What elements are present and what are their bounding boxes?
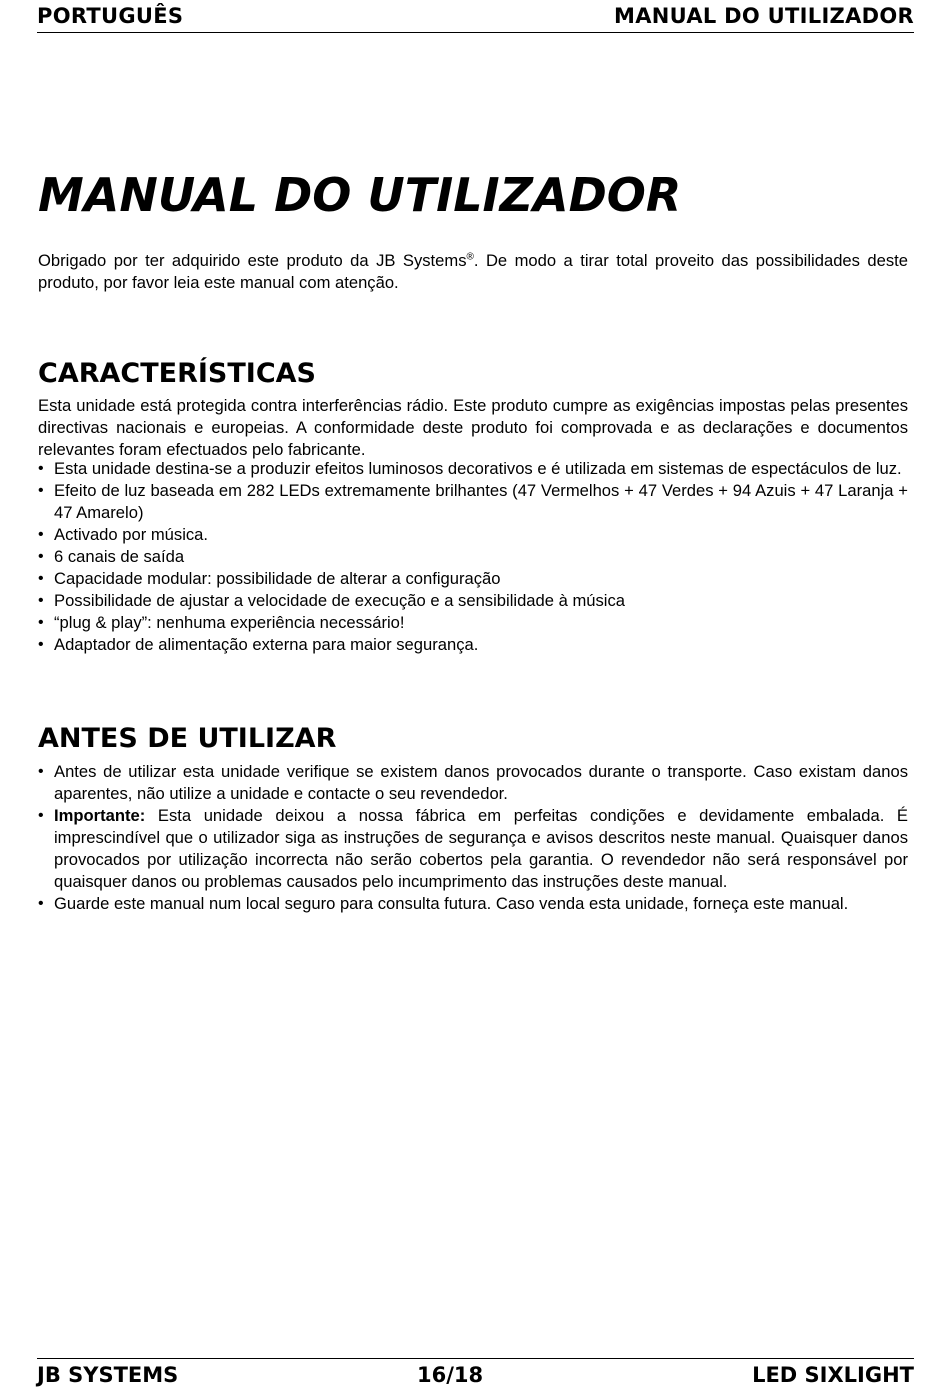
list-item: • Capacidade modular: possibilidade de alterar a configuração [38, 568, 908, 590]
important-label: Importante: [54, 806, 146, 825]
list-item: • Adaptador de alimentação externa para maior segurança. [38, 634, 908, 656]
list-item: • “plug & play”: nenhuma experiência necessário! [38, 612, 908, 634]
list-item: • Possibilidade de ajustar a velocidade de execução e a sensibilidade à música [38, 590, 908, 612]
intro-text-end: . De modo a tirar total proveito das possibilidades deste produto, por favor leia este manual com atenção. [38, 251, 908, 292]
intro-paragraph [38, 250, 908, 294]
registered-mark: ® [466, 251, 474, 263]
page-header [37, 4, 914, 33]
list-item: • 6 canais de saída [38, 546, 908, 568]
footer-brand: JB SYSTEMS [37, 1363, 179, 1387]
list-item: • Guarde este manual num local seguro para consulta futura. Caso venda esta unidade, forneça este manual. [38, 893, 908, 915]
footer-product: LED SIXLIGHT [752, 1363, 914, 1387]
list-item: • Efeito de luz baseada em 282 LEDs extremamente brilhantes (47 Vermelhos + 47 Verdes + 94 Azuis + 47 Laranja + 47 Amarelo) [38, 480, 908, 524]
list-item: • Esta unidade destina-se a produzir efeitos luminosos decorativos e é utilizada em sistemas de espectáculos de luz. [38, 458, 908, 480]
list-item: • Activado por música. [38, 524, 908, 546]
footer-page-number: 16/18 [417, 1363, 484, 1387]
before-use-list [38, 761, 908, 915]
features-list [38, 458, 908, 656]
important-text: Esta unidade deixou a nossa fábrica em perfeitas condições e devidamente embalada. É imprescindível que o utilizador siga as instruções de segurança e avisos descritos neste manual. Quaisquer danos provocados por utilização incorrecta não serão cobertos pela garantia. O revendedor não será responsável por quaisquer danos ou problemas causados pelo incumprimento das instruções deste manual. [54, 806, 908, 891]
page-title: MANUAL DO UTILIZADOR [38, 168, 682, 222]
page-footer [37, 1358, 914, 1393]
features-paragraph: Esta unidade está protegida contra interferências rádio. Este produto cumpre as exigências impostas pelas presentes directivas nacionais e europeias. A conformidade deste produto foi comprovada e as declarações e documentos relevantes foram efectuados pelo fabricante. [38, 396, 908, 459]
features-heading: CARACTERÍSTICAS [38, 358, 316, 389]
list-item: • Antes de utilizar esta unidade verifique se existem danos provocados durante o transporte. Caso existam danos aparentes, não utilize a unidade e contacte o seu revendedor. [38, 761, 908, 805]
list-item [38, 805, 908, 893]
header-language: PORTUGUÊS [37, 4, 184, 28]
intro-text-start: Obrigado por ter adquirido este produto da JB Systems [38, 251, 467, 270]
before-use-heading: ANTES DE UTILIZAR [38, 723, 337, 754]
header-manual-title: MANUAL DO UTILIZADOR [614, 4, 914, 28]
